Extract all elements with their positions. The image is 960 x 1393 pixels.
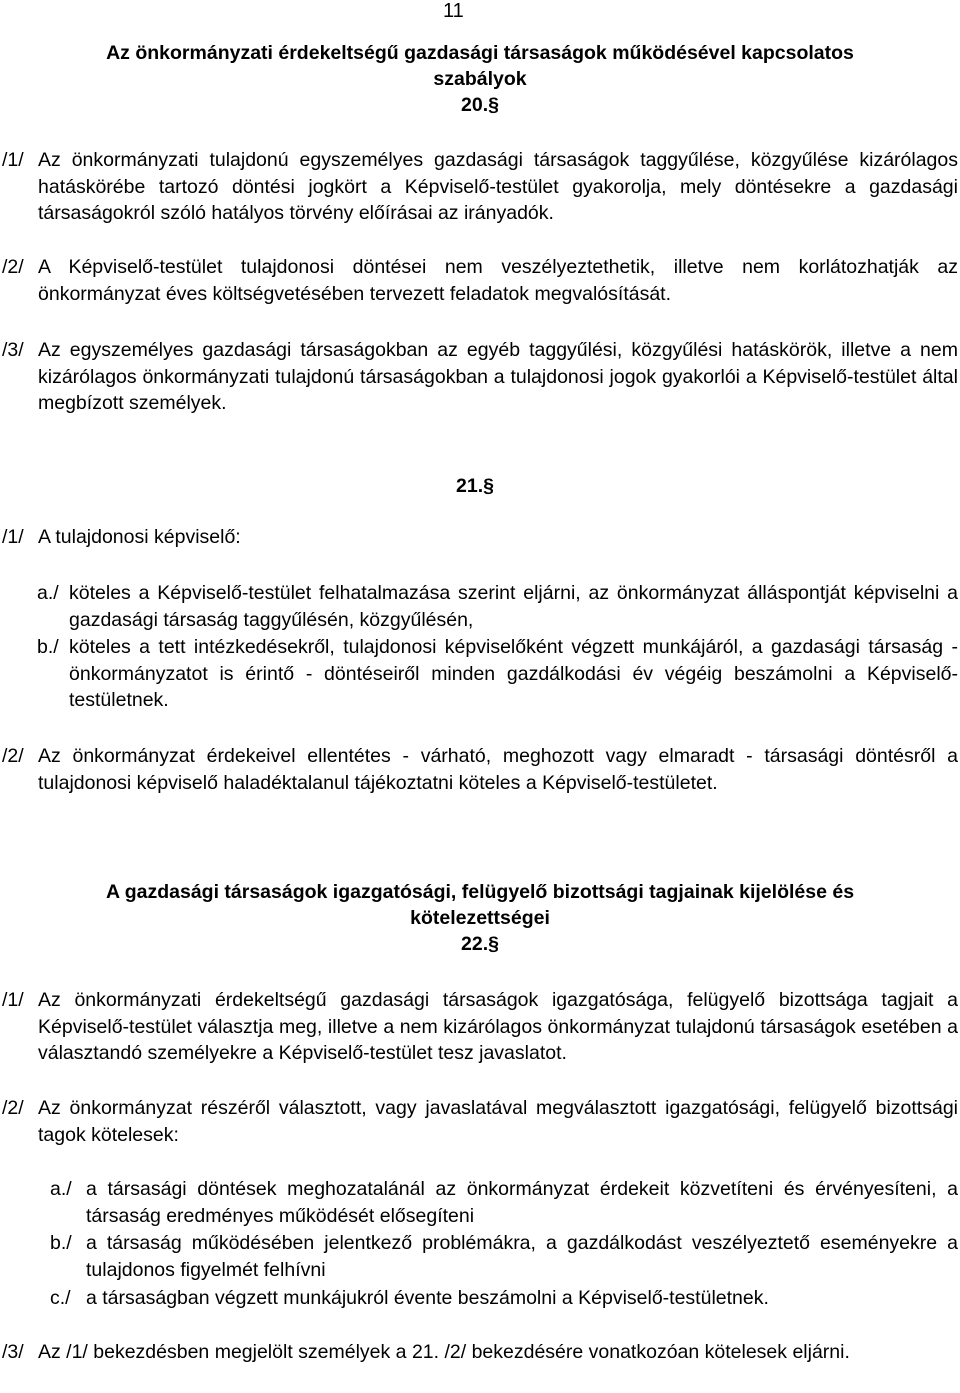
item-text: A tulajdonosi képviselő: xyxy=(38,526,241,548)
paragraph-22-2 xyxy=(2,1095,958,1148)
item-mark: /2/ xyxy=(2,1097,24,1119)
paragraph-22-1 xyxy=(2,987,958,1067)
paragraph-number: 21.§ xyxy=(456,475,494,497)
item-mark: /1/ xyxy=(2,149,24,171)
subitem-22-b xyxy=(50,1230,958,1283)
item-text: Az /1/ bekezdésben megjelölt személyek a 21. /2/ bekezdésére vonatkozóan kötelesek eljárni. xyxy=(38,1341,850,1363)
subitem-text: köteles a Képviselő-testület felhatalmazása szerint eljárni, az önkormányzat álláspontját képviselni a gazdasági társaság taggyűlésén, közgyűlésén, xyxy=(69,582,958,631)
paragraph-number: 20.§ xyxy=(461,94,499,116)
item-text: A Képviselő-testület tulajdonosi döntései nem veszélyeztethetik, illetve nem korlátozhatják az önkormányzat éves költségvetésében tervezett feladatok megvalósítását. xyxy=(38,256,958,305)
item-text: Az önkormányzati érdekeltségű gazdasági társaságok igazgatósága, felügyelő bizottsága tagjait a Képviselő-testület választja meg, illetve a nem kizárólagos önkormányzat tulajdonú társaságok esetében a választandó személyekre a Képviselő-testület tesz javaslatot. xyxy=(38,989,958,1065)
item-mark: /3/ xyxy=(2,1341,24,1363)
section-title-line2: kötelezettségei xyxy=(410,907,550,929)
subitem-text: a társaság működésében jelentkező problémákra, a gazdálkodást veszélyeztető eseményekre a tulajdonos figyelmét felhívni xyxy=(86,1232,958,1281)
section-title xyxy=(20,40,940,118)
paragraph-number: 22.§ xyxy=(461,933,499,955)
subitem-text: a társasági döntések meghozatalánál az önkormányzat érdekeit közvetíteni és érvényesíteni, a társaság eredményes működését elősegíteni xyxy=(86,1178,958,1227)
item-mark: /2/ xyxy=(2,745,24,767)
item-mark: /1/ xyxy=(2,526,24,548)
subitem-21-a xyxy=(37,580,958,633)
paragraph-21-1-intro xyxy=(2,524,958,551)
subitem-mark: b./ xyxy=(37,636,59,658)
paragraph-21-2 xyxy=(2,743,958,796)
subitem-22-a xyxy=(50,1176,958,1229)
subitem-22-c xyxy=(50,1285,958,1312)
paragraph-22-3 xyxy=(2,1339,958,1366)
section-title-line1: Az önkormányzati érdekeltségű gazdasági társaságok működésével kapcsolatos xyxy=(106,42,854,64)
subitem-mark: a./ xyxy=(50,1178,72,1200)
item-text: Az egyszemélyes gazdasági társaságokban az egyéb taggyűlési, közgyűlési hatáskörök, illetve a nem kizárólagos önkormányzati tulajdonú társaságokban a tulajdonosi jogok gyakorlói a Képviselő-testület által megbízott személyek. xyxy=(38,339,958,415)
section-title-line1: A gazdasági társaságok igazgatósági, felügyelő bizottsági tagjainak kijelölése és xyxy=(105,881,855,903)
paragraph-20-3 xyxy=(2,337,958,417)
item-mark: /2/ xyxy=(2,256,24,278)
section-title-line2: szabályok xyxy=(433,68,527,90)
item-text: Az önkormányzat érdekeivel ellentétes - várható, meghozott vagy elmaradt - társasági döntésről a tulajdonosi képviselő haladéktalanul tájékoztatni köteles a Képviselő-testületet. xyxy=(38,745,958,794)
item-mark: /3/ xyxy=(2,339,24,361)
paragraph-20-2 xyxy=(2,254,958,307)
item-text: Az önkormányzat részéről választott, vagy javaslatával megválasztott igazgatósági, felügyelő bizottsági tagok kötelesek: xyxy=(38,1097,958,1146)
item-text: Az önkormányzati tulajdonú egyszemélyes gazdasági társaságok taggyűlése, közgyűlése kizárólagos hatáskörébe tartozó döntési jogkört a Képviselő-testület gyakorolja, mely döntésekre a gazdasági társaságokról szóló hatályos törvény előírásai az irányadók. xyxy=(38,149,958,225)
subitem-21-b xyxy=(37,634,958,714)
paragraph-20-1 xyxy=(2,147,958,227)
subitem-mark: a./ xyxy=(37,582,59,604)
subitem-text: a társaságban végzett munkájukról évente beszámolni a Képviselő-testületnek. xyxy=(86,1287,769,1309)
subitem-mark: b./ xyxy=(50,1232,72,1254)
subitem-mark: c./ xyxy=(50,1287,71,1309)
page-number: 11 xyxy=(443,0,464,22)
section-title xyxy=(20,879,940,957)
item-mark: /1/ xyxy=(2,989,24,1011)
subitem-text: köteles a tett intézkedésekről, tulajdonosi képviselőként végzett munkájáról, a gazdasági társaság - önkormányzatot is érintő - döntéseiről minden gazdálkodási év végéig beszámolni a Képviselő-testületnek. xyxy=(69,636,958,712)
